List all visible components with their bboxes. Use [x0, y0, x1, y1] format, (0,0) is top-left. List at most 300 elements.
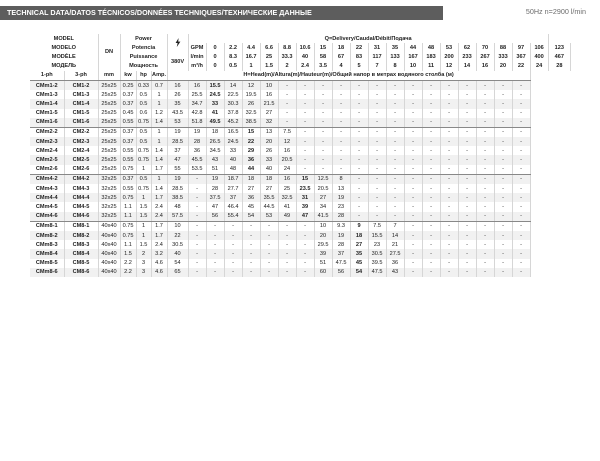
head-value: 47: [296, 212, 314, 222]
m3h-value: 22: [512, 62, 530, 71]
head-value: 45: [350, 259, 368, 268]
head-value: -: [332, 80, 350, 90]
model-1ph: CMm2-6: [30, 165, 64, 175]
head-value: -: [314, 99, 332, 108]
head-value: 16: [278, 146, 296, 155]
head-value: 33: [224, 146, 242, 155]
head-value: -: [404, 268, 422, 277]
table-row: [30, 268, 571, 277]
amp-value: 2.4: [151, 240, 167, 249]
head-value: 16: [260, 90, 278, 99]
head-value: -: [350, 146, 368, 155]
head-value: 22: [242, 137, 260, 146]
head-value: 24.5: [206, 90, 224, 99]
head-value: 47.5: [332, 259, 350, 268]
dn-value: 40x40: [98, 259, 120, 268]
head-value: -: [404, 259, 422, 268]
head-value: 32: [260, 118, 278, 128]
m3h-value: 0.5: [224, 62, 242, 71]
head-value: -: [476, 99, 494, 108]
m3h-value: 8: [386, 62, 404, 71]
head-value: 13: [260, 127, 278, 137]
table-head: [30, 34, 571, 80]
head-value: 20: [260, 137, 278, 146]
head-value: -: [458, 155, 476, 164]
head-value: -: [188, 240, 206, 249]
model-3ph: CM2-5: [64, 155, 98, 164]
gpm-value: 18: [332, 43, 350, 52]
head-value: -: [350, 90, 368, 99]
head-value: -: [242, 249, 260, 258]
head-value: 15: [296, 174, 314, 184]
gpm-value: 22: [350, 43, 368, 52]
header-rpm: 50Hz n=2900 l/min: [525, 7, 586, 16]
model-3ph: CM1-6: [64, 118, 98, 128]
m3h-value: 1.5: [260, 62, 278, 71]
head-value: -: [296, 118, 314, 128]
head-value: -: [278, 231, 296, 240]
dn-value: 40x40: [98, 249, 120, 258]
head-value: -: [458, 80, 476, 90]
head-value: -: [494, 165, 512, 175]
lmin-value: 267: [476, 52, 494, 61]
head-value: -: [386, 155, 404, 164]
head-value: 19.5: [242, 90, 260, 99]
head-value: -: [188, 193, 206, 202]
amp-value: 0.7: [151, 80, 167, 90]
gpm-value: 97: [512, 43, 530, 52]
head-value: -: [458, 249, 476, 258]
head-value: -: [350, 118, 368, 128]
model-1ph: CMm8-3: [30, 240, 64, 249]
head-value: -: [260, 249, 278, 258]
head-value: -: [350, 202, 368, 211]
head-value: -: [224, 268, 242, 277]
table-row: [30, 184, 571, 193]
dn-value: 25x25: [98, 155, 120, 164]
head-value: 20.5: [314, 184, 332, 193]
head-value: 34: [314, 202, 332, 211]
head-value: -: [458, 118, 476, 128]
head-value: -: [296, 90, 314, 99]
kw-value: 0.75: [120, 193, 136, 202]
head-value: -: [332, 109, 350, 118]
table-row: [30, 90, 571, 99]
head-value: 30.3: [224, 99, 242, 108]
head-value: -: [368, 80, 386, 90]
head-value: -: [494, 80, 512, 90]
head-value: -: [404, 231, 422, 240]
head-value: -: [314, 109, 332, 118]
head-value: -: [404, 146, 422, 155]
head-value: -: [512, 184, 530, 193]
head-value: -: [350, 155, 368, 164]
head-value: 28: [206, 184, 224, 193]
head-value: 14: [386, 231, 404, 240]
table-row: [30, 231, 571, 240]
head-value: -: [404, 90, 422, 99]
model-1ph: CMm4-2: [30, 174, 64, 184]
hp-value: 0.75: [136, 118, 151, 128]
head-value: -: [296, 99, 314, 108]
head-value: 14: [224, 80, 242, 90]
head-value: -: [296, 249, 314, 258]
head-value: -: [440, 212, 458, 222]
head-value: -: [296, 127, 314, 137]
amp-value: 1.4: [151, 146, 167, 155]
m3h-value-0: 0: [206, 62, 224, 71]
head-value: 43.5: [167, 109, 188, 118]
table-row: [30, 155, 571, 164]
head-value: -: [404, 202, 422, 211]
head-value: -: [440, 109, 458, 118]
head-value: -: [512, 99, 530, 108]
head-value: 55.4: [224, 212, 242, 222]
head-value: 47: [206, 202, 224, 211]
table-row: [30, 240, 571, 249]
head-value: -: [422, 146, 440, 155]
head-value: -: [368, 174, 386, 184]
head-value: -: [350, 99, 368, 108]
head-value: -: [368, 90, 386, 99]
head-value: -: [512, 240, 530, 249]
head-value: -: [512, 212, 530, 222]
m3h-value: 24: [530, 62, 548, 71]
head-value: 21: [386, 240, 404, 249]
m3h-label: m³/h: [188, 62, 206, 71]
head-value: -: [314, 155, 332, 164]
q-title: Q=Delivery/Caudal/Débit/Подача: [188, 34, 548, 43]
head-value: 27.5: [386, 249, 404, 258]
head-value: -: [368, 137, 386, 146]
table-row: [30, 99, 571, 108]
dn-value: 32x25: [98, 193, 120, 202]
head-value: -: [206, 221, 224, 231]
head-value: -: [314, 146, 332, 155]
head-value: -: [404, 193, 422, 202]
head-value: -: [314, 137, 332, 146]
dn-value: 25x25: [98, 90, 120, 99]
lmin-value: 400: [530, 52, 548, 61]
model-1ph: CMm8-5: [30, 259, 64, 268]
head-value: 7.5: [368, 221, 386, 231]
hp-value: 1: [136, 165, 151, 175]
amp-value: 1: [151, 127, 167, 137]
head-value: -: [206, 268, 224, 277]
head-value: -: [242, 221, 260, 231]
amp-value: 3.2: [151, 249, 167, 258]
gpm-value: 123: [548, 43, 570, 52]
dn-value: 40x40: [98, 221, 120, 231]
head-value: -: [188, 231, 206, 240]
head-value: 54: [167, 259, 188, 268]
head-value: -: [458, 231, 476, 240]
head-value: -: [440, 90, 458, 99]
head-value: -: [512, 193, 530, 202]
model-label-3: МОДЕЛЬ: [30, 62, 98, 71]
head-value: 31: [296, 193, 314, 202]
head-value: -: [512, 268, 530, 277]
head-value: -: [242, 268, 260, 277]
model-3ph: CM2-2: [64, 127, 98, 137]
head-value: -: [278, 90, 296, 99]
head-value: 19: [206, 174, 224, 184]
table-row: [30, 249, 571, 258]
head-value: -: [314, 165, 332, 175]
head-value: 53: [167, 118, 188, 128]
voltage-label: 380V: [167, 52, 188, 70]
head-value: -: [458, 90, 476, 99]
lmin-value: 25: [260, 52, 278, 61]
head-value: 39: [314, 249, 332, 258]
head-value: 15: [242, 127, 260, 137]
head-value: -: [260, 231, 278, 240]
lmin-value: 40: [296, 52, 314, 61]
head-value: -: [494, 137, 512, 146]
m3h-value: 12: [440, 62, 458, 71]
table-row: [30, 212, 571, 222]
head-value: -: [422, 268, 440, 277]
table-row: [30, 127, 571, 137]
gpm-value: 8.8: [278, 43, 296, 52]
head-value: -: [350, 127, 368, 137]
head-value: 34.7: [188, 99, 206, 108]
head-value: 54: [350, 268, 368, 277]
model-label-2: MODÈLE: [30, 52, 98, 61]
lmin-value-0: 0: [206, 52, 224, 61]
head-value: -: [476, 165, 494, 175]
model-1ph: CMm2-4: [30, 146, 64, 155]
head-value: -: [260, 268, 278, 277]
head-value: -: [422, 109, 440, 118]
head-value: -: [512, 127, 530, 137]
head-value: 35: [167, 99, 188, 108]
head-value: -: [404, 212, 422, 222]
head-value: -: [512, 90, 530, 99]
head-value: -: [494, 259, 512, 268]
table-row: [30, 109, 571, 118]
head-value: -: [260, 240, 278, 249]
dn-value: 25x25: [98, 165, 120, 175]
h-title: H=Head(m)/Altura(m)/Hauteur(m)/Общий напор в метрах водяного столба (м): [167, 71, 530, 81]
head-value: -: [422, 184, 440, 193]
head-value: 37.8: [224, 109, 242, 118]
head-value: 39: [296, 202, 314, 211]
power-label-2: Puissance: [120, 52, 167, 61]
hp-value: 0.75: [136, 155, 151, 164]
lmin-value: 467: [548, 52, 570, 61]
head-value: -: [224, 231, 242, 240]
head-value: -: [404, 80, 422, 90]
amp-value: 1.4: [151, 118, 167, 128]
unit-1ph: 1-ph: [30, 71, 64, 81]
kw-value: 0.37: [120, 127, 136, 137]
head-value: 20: [314, 231, 332, 240]
head-value: -: [404, 99, 422, 108]
head-value: 26.5: [206, 137, 224, 146]
head-value: -: [494, 155, 512, 164]
lmin-value: 117: [368, 52, 386, 61]
head-value: -: [476, 249, 494, 258]
head-value: -: [494, 184, 512, 193]
head-value: -: [476, 118, 494, 128]
head-value: -: [458, 137, 476, 146]
m3h-value: 14: [458, 62, 476, 71]
head-value: -: [350, 137, 368, 146]
head-value: -: [188, 174, 206, 184]
head-value: 28: [188, 137, 206, 146]
head-value: 56: [332, 268, 350, 277]
head-value: 7.5: [278, 127, 296, 137]
head-value: 41.5: [314, 212, 332, 222]
head-value: -: [440, 221, 458, 231]
head-value: 33: [206, 99, 224, 108]
head-value: -: [188, 249, 206, 258]
dn-value: 25x25: [98, 99, 120, 108]
head-value: 53.5: [188, 165, 206, 175]
head-value: -: [386, 137, 404, 146]
model-1ph: CMm1-5: [30, 109, 64, 118]
head-value: -: [440, 184, 458, 193]
lmin-value: 133: [386, 52, 404, 61]
head-value: 37: [167, 146, 188, 155]
model-1ph: CMm8-6: [30, 268, 64, 277]
head-value: 65: [167, 268, 188, 277]
head-value: -: [494, 240, 512, 249]
head-value: 35.5: [260, 193, 278, 202]
dn-value: 40x40: [98, 268, 120, 277]
kw-value: 1.1: [120, 212, 136, 222]
head-value: -: [296, 231, 314, 240]
hp-value: 1.5: [136, 212, 151, 222]
head-value: -: [314, 80, 332, 90]
model-3ph: CM4-6: [64, 212, 98, 222]
model-1ph: CMm4-6: [30, 212, 64, 222]
head-value: 23: [368, 240, 386, 249]
head-value: 25: [278, 184, 296, 193]
unit-mm: mm: [98, 71, 120, 81]
head-value: -: [494, 146, 512, 155]
kw-value: 0.55: [120, 146, 136, 155]
head-value: -: [242, 259, 260, 268]
hp-value: 3: [136, 259, 151, 268]
head-value: -: [404, 174, 422, 184]
gpm-value: 53: [440, 43, 458, 52]
hp-value: 3: [136, 268, 151, 277]
kw-value: 0.25: [120, 80, 136, 90]
head-value: -: [458, 202, 476, 211]
head-value: -: [368, 193, 386, 202]
amp-value: 1.2: [151, 109, 167, 118]
head-value: -: [278, 268, 296, 277]
m3h-value: 2.4: [296, 62, 314, 71]
head-value: -: [422, 240, 440, 249]
table-row: [30, 80, 571, 90]
amp-value: 1.7: [151, 221, 167, 231]
kw-value: 0.37: [120, 174, 136, 184]
dn-value: 25x25: [98, 118, 120, 128]
head-value: -: [512, 146, 530, 155]
lmin-value: 200: [440, 52, 458, 61]
head-value: -: [386, 193, 404, 202]
head-value: 20.5: [278, 155, 296, 164]
head-value: -: [386, 80, 404, 90]
gpm-value: 44: [404, 43, 422, 52]
kw-value: 0.55: [120, 184, 136, 193]
head-value: 19: [167, 174, 188, 184]
head-value: 32.5: [278, 193, 296, 202]
head-value: 29.5: [314, 240, 332, 249]
head-value: -: [350, 184, 368, 193]
model-1ph: CMm2-3: [30, 137, 64, 146]
head-value: -: [188, 221, 206, 231]
head-value: 39.5: [368, 259, 386, 268]
head-value: -: [332, 127, 350, 137]
head-value: 37: [332, 249, 350, 258]
head-value: -: [458, 240, 476, 249]
kw-value: 2.2: [120, 268, 136, 277]
head-value: -: [476, 268, 494, 277]
head-value: 13: [332, 184, 350, 193]
head-value: -: [386, 109, 404, 118]
head-value: -: [494, 202, 512, 211]
head-value: -: [458, 212, 476, 222]
head-value: 57.5: [167, 212, 188, 222]
m3h-value: 10: [404, 62, 422, 71]
head-value: -: [494, 90, 512, 99]
head-value: -: [368, 212, 386, 222]
hp-value: 1.5: [136, 240, 151, 249]
head-value: 18: [242, 174, 260, 184]
head-value: -: [188, 268, 206, 277]
unit-3ph: 3-ph: [64, 71, 98, 81]
model-3ph: CM1-4: [64, 99, 98, 108]
head-value: -: [386, 127, 404, 137]
head-value: 10: [167, 221, 188, 231]
head-value: -: [440, 137, 458, 146]
head-value: -: [440, 146, 458, 155]
head-value: 29: [242, 146, 260, 155]
amp-value: 2.4: [151, 202, 167, 211]
head-value: -: [188, 212, 206, 222]
head-value: -: [278, 118, 296, 128]
head-value: -: [440, 193, 458, 202]
head-value: 33: [260, 155, 278, 164]
head-value: 28: [332, 212, 350, 222]
head-value: -: [278, 221, 296, 231]
model-3ph: CM2-3: [64, 137, 98, 146]
model-3ph: CM1-2: [64, 80, 98, 90]
head-value: 27: [260, 109, 278, 118]
head-value: -: [332, 146, 350, 155]
head-value: -: [422, 221, 440, 231]
m3h-value: 20: [494, 62, 512, 71]
head-value: 25.5: [188, 90, 206, 99]
lmin-value: 233: [458, 52, 476, 61]
head-value: -: [476, 90, 494, 99]
table-row: [30, 259, 571, 268]
head-value: -: [476, 174, 494, 184]
head-value: -: [422, 127, 440, 137]
hp-value: 1: [136, 193, 151, 202]
head-value: -: [422, 80, 440, 90]
amp-value: 1: [151, 174, 167, 184]
dn-value: 25x25: [98, 109, 120, 118]
amp-value: 2.4: [151, 212, 167, 222]
m3h-value: 1: [242, 62, 260, 71]
head-value: -: [512, 231, 530, 240]
head-value: -: [512, 118, 530, 128]
